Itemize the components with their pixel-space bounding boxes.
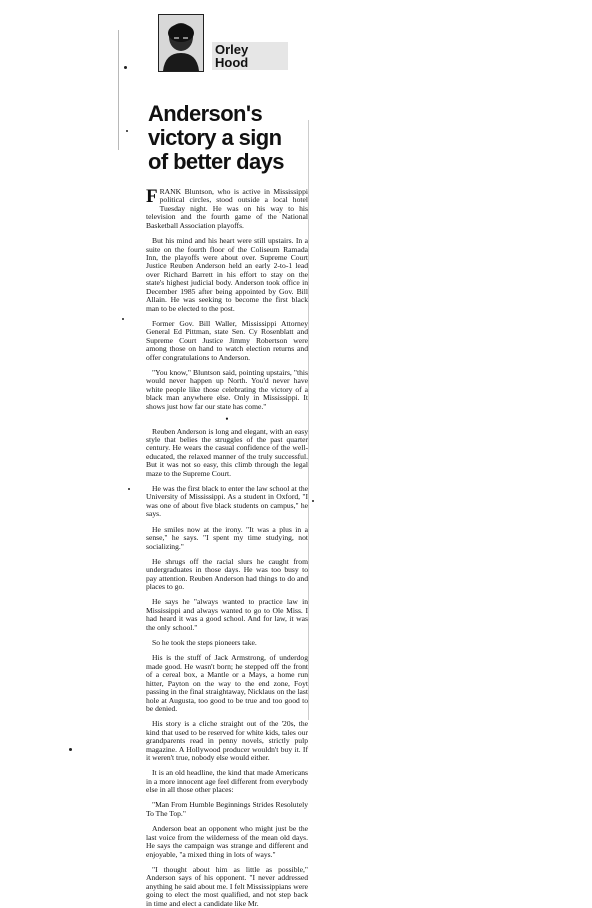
column-header [130, 8, 310, 80]
headline-line: Anderson's [148, 101, 263, 126]
article-body [130, 188, 310, 908]
article-paragraph: Anderson beat an opponent who might just be the last voice from the wilderness of the mean old days. He says the campaign was strange and different and enjoyable, "a mixed thing in lots of ways." [146, 824, 308, 859]
article-paragraph: He shrugs off the racial slurs he caught from undergraduates in those days. He was too busy to pay attention. Reuben Anderson had things to do and places to go. [146, 556, 308, 592]
article-paragraph: But his mind and his heart were still upstairs. In a suite on the fourth floor of the Coliseum Ramada Inn, the playoffs were about over. Supreme Court Justice Reuben Anderson held an early 2-to-1 lead over Richard Barrett in his effort to stay on the state's highest judicial body. Anderson took office in December 1985 after being appointed by Gov. Bill Allain. He was seeking to become the first black man to be elected to the post. [146, 236, 308, 313]
newspaper-column-clipping [130, 8, 310, 908]
article-paragraph: It is an old headline, the kind that made Americans in a more innocent age feel different from everybody else in all those other places: [146, 768, 308, 795]
article-paragraph: "I thought about him as little as possible," Anderson says of his opponent. "I never addressed anything he said about me. I felt Mississippians were going to elect the most qualified, and not step back in time and elect a candidate like Mr. [146, 864, 308, 908]
scan-speck [122, 318, 124, 320]
section-bullet: • [225, 414, 229, 425]
article-paragraph: So he took the steps pioneers take. [152, 638, 257, 648]
scan-speck [126, 130, 128, 132]
article-paragraph: Former Gov. Bill Waller, Mississippi Attorney General Ed Pittman, state Sen. Cy Rosenblatt and Supreme Court Justice Jimmy Robertson were among those on hand to watch election returns and offer congratulations to Anderson. [146, 318, 308, 362]
columnist-photo [158, 14, 204, 72]
article-paragraph: Reuben Anderson is long and elegant, with an easy style that belies the struggles of the past quarter century. He wears the casual confidence of the well-educated, the relaxed manner of the truly successful. But it was not so easy, this climb through the legal maze to the Supreme Court. [146, 426, 308, 478]
scan-speck [124, 66, 127, 69]
article-paragraph: His is the stuff of Jack Armstrong, of underdog made good. He wasn't born; he stepped off the front of a cereal box, a Mantle or a Mays, a home run hitter, Payton on the way to the end zone, Foyt passing in the final straightaway, Nicklaus on the last hole at Augusta, too good to be true and too good to be denied. [146, 653, 308, 713]
article-paragraph: He was the first black to enter the law school at the University of Mississippi. As a student in Oxford, "I was one of about five black students on campus," he says. [146, 484, 308, 519]
article-paragraph: FRANK Bluntson, who is active in Mississippi political circles, stood outside a local hotel Tuesday night. He was on his way to his television and the fourth game of the National Basketball Association playoffs. [146, 186, 308, 230]
article-paragraph: He smiles now at the irony. "It was a plus in a sense," he says. "I spent my time studying, not socializing." [146, 524, 308, 551]
article-paragraph: "You know," Bluntson said, pointing upstairs, "this would never happen up North. You'd never have white people like those celebrating the victory of a black man anywhere else. Only in Mississippi. It shows just how far our state has come." [146, 368, 308, 411]
scan-speck [69, 748, 72, 751]
headline-line: of better days [148, 149, 284, 174]
byline-first-name: Orley [215, 42, 249, 57]
headline-line: victory a sign [148, 125, 282, 150]
scan-speck [312, 500, 314, 502]
columnist-byline [212, 42, 288, 70]
article-paragraph: "Man From Humble Beginnings Strides Resolutely To The Top." [146, 800, 308, 818]
scan-edge-line-left [118, 30, 119, 150]
byline-last-name: Hood [215, 55, 249, 70]
headline [130, 102, 310, 174]
columnist-portrait-icon [159, 15, 203, 71]
article-paragraph: His story is a cliche straight out of the '20s, the kind that used to be reserved for white kids, tales our grandparents read in penny novels, strictly pulp magazine. A Hollywood producer wouldn't buy it. If it weren't true, nobody else would either. [146, 719, 308, 763]
article-paragraph: He says he "always wanted to practice law in Mississippi and always wanted to go to Ole Miss. I had heard it was a good school. And for law, it was the only school." [146, 597, 308, 632]
